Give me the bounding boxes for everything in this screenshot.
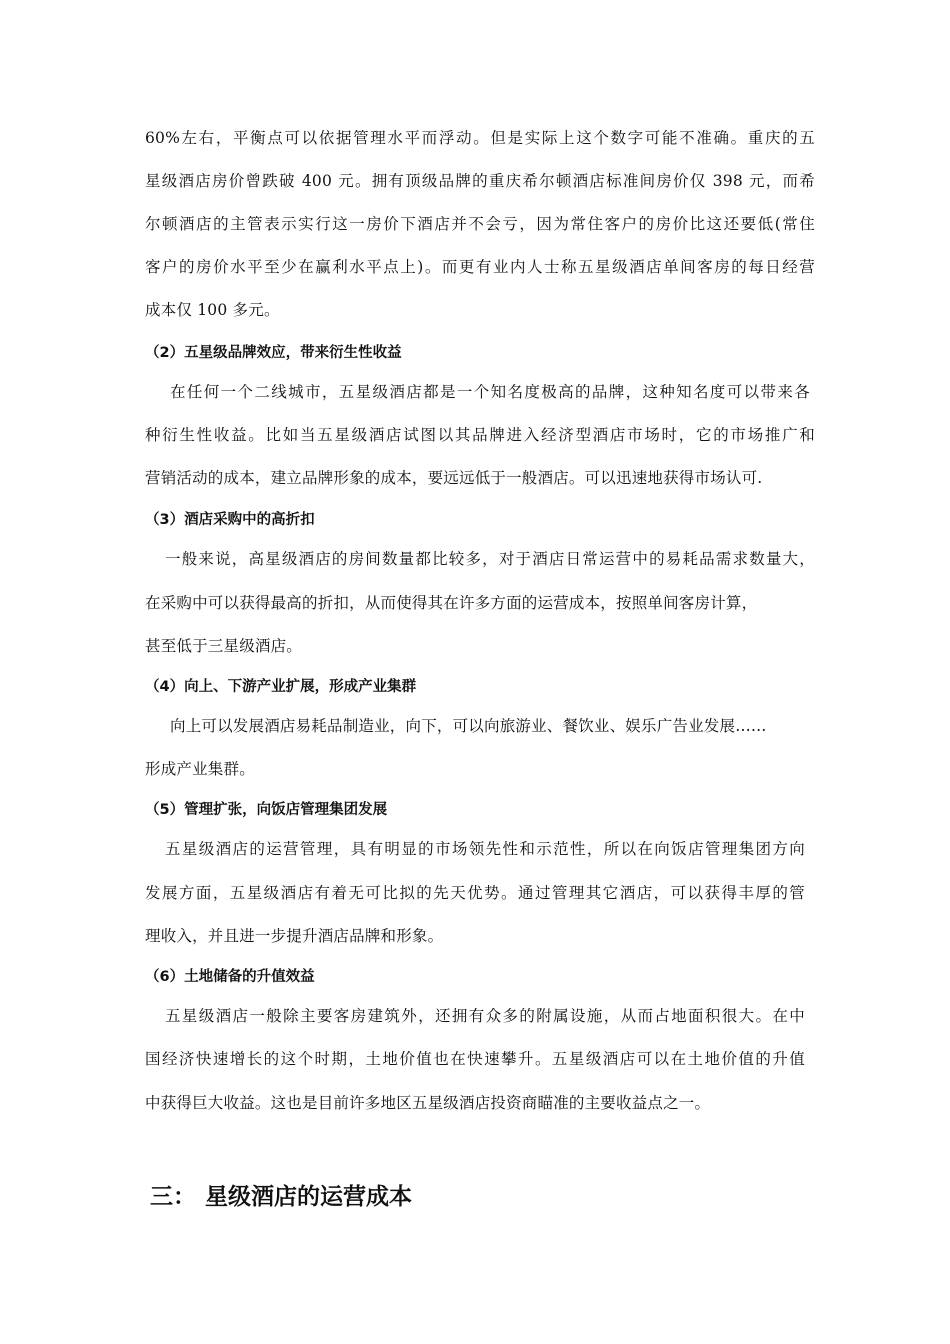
paragraph-line: 客户的房价水平至少在赢利水平点上)。而更有业内人士称五星级酒店单间客房的每日经营 — [145, 258, 815, 276]
section-number: 三： — [150, 1184, 196, 1210]
paragraph-line: 成本仅 100 多元。 — [145, 301, 280, 319]
section-heading — [150, 1182, 412, 1212]
section-title-text: 星级酒店的运营成本 — [205, 1184, 412, 1210]
subheading-4: （4）向上、下游产业扩展，形成产业集群 — [145, 679, 417, 695]
paragraph-line: 中获得巨大收益。这也是目前许多地区五星级酒店投资商瞄准的主要收益点之一。 — [145, 1094, 711, 1112]
paragraph-line: 60%左右，平衡点可以依据管理水平而浮动。但是实际上这个数字可能不准确。重庆的五 — [145, 129, 815, 147]
paragraph-line: 种衍生性收益。比如当五星级酒店试图以其品牌进入经济型酒店市场时，它的市场推广和 — [145, 426, 815, 444]
paragraph-line: 理收入，并且进一步提升酒店品牌和形象。 — [145, 927, 444, 945]
subheading-3: （3）酒店采购中的高折扣 — [145, 512, 315, 528]
paragraph-line: 一般来说，高星级酒店的房间数量都比较多，对于酒店日常运营中的易耗品需求数量大， — [165, 550, 815, 568]
subheading-6: （6）土地储备的升值效益 — [145, 969, 315, 985]
paragraph-line: 在采购中可以获得最高的折扣，从而使得其在许多方面的运营成本，按照单间客房计算， — [145, 594, 758, 612]
paragraph-line: 在任何一个二线城市，五星级酒店都是一个知名度极高的品牌，这种知名度可以带来各 — [170, 383, 810, 401]
paragraph-line: 五星级酒店的运营管理，具有明显的市场领先性和示范性，所以在向饭店管理集团方向 — [165, 840, 805, 858]
subheading-5: （5）管理扩张，向饭店管理集团发展 — [145, 802, 388, 818]
paragraph-line: 尔顿酒店的主管表示实行这一房价下酒店并不会亏，因为常住客户的房价比这还要低(常住 — [145, 215, 815, 233]
paragraph-line: 国经济快速增长的这个时期，土地价值也在快速攀升。五星级酒店可以在土地价值的升值 — [145, 1050, 805, 1068]
paragraph-line: 营销活动的成本，建立品牌形象的成本，要远远低于一般酒店。可以迅速地获得市场认可. — [145, 469, 763, 487]
paragraph-line: 形成产业集群。 — [145, 760, 255, 778]
paragraph-line: 甚至低于三星级酒店。 — [145, 637, 303, 655]
paragraph-line: 发展方面，五星级酒店有着无可比拟的先天优势。通过管理其它酒店，可以获得丰厚的管 — [145, 884, 805, 902]
paragraph-line: 星级酒店房价曾跌破 400 元。拥有顶级品牌的重庆希尔顿酒店标准间房价仅 398 元，而希 — [145, 172, 815, 190]
paragraph-line: 五星级酒店一般除主要客房建筑外，还拥有众多的附属设施，从而占地面积很大。在中 — [165, 1007, 805, 1025]
subheading-2: （2）五星级品牌效应，带来衍生性收益 — [145, 345, 402, 361]
paragraph-line: 向上可以发展酒店易耗品制造业，向下，可以向旅游业、餐饮业、娱乐广告业发展…… — [170, 717, 767, 735]
